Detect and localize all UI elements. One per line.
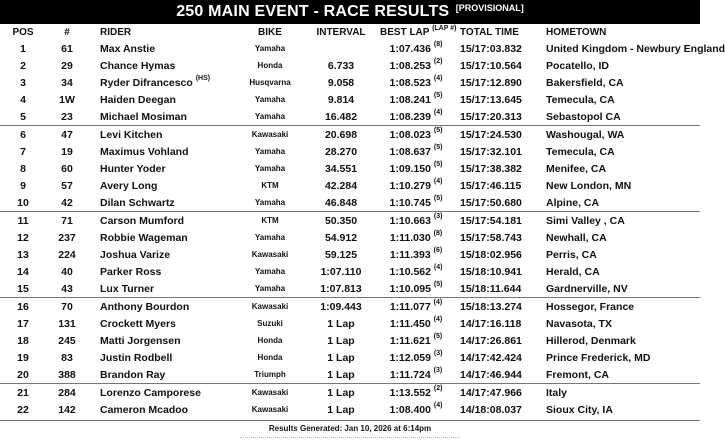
interval: 1 Lap [327,334,355,347]
rider-name: Justin Rodbell [100,351,173,364]
best-lap-number: (5) [433,333,443,340]
position: 6 [20,128,26,141]
rider-cell [88,163,238,175]
best-lap-cell [380,146,452,158]
header-number: # [64,27,70,38]
rider-name: Hunter Yoder [100,162,166,175]
interval: 1:07.110 [320,265,362,278]
best-lap: 1:11.393 [389,248,431,261]
total-time: 15/17:38.382 [460,162,522,175]
total-time: 15/17:03.832 [460,42,522,55]
header-total-time: TOTAL TIME [460,27,519,38]
bike: Kawasaki [251,130,289,139]
best-lap-cell [380,249,452,261]
rider-number: 83 [61,351,73,364]
bike: Yamaha [254,198,286,207]
hometown: Navasota, TX [546,317,612,330]
rider-number: 131 [58,317,76,330]
title-bar [0,0,700,24]
table-row [0,40,725,57]
total-time: 15/17:13.645 [460,93,522,106]
table-row [0,108,700,125]
results-generated: Results Generated: Jan 10, 2026 at 6:14pm [268,424,432,433]
interval: 1 Lap [327,403,355,416]
hometown: Hossegor, France [546,300,635,313]
best-lap: 1:07.436 [389,42,431,55]
total-time: 14/17:47.966 [460,386,522,399]
rider-cell [88,352,238,364]
total-time: 15/17:32.101 [460,145,522,158]
total-time: 15/17:58.743 [460,231,522,244]
best-lap-number: (5) [433,144,443,151]
rider-name: Chance Hymas [100,59,176,72]
total-time: 14/17:42.424 [460,351,522,364]
bike: Yamaha [254,267,286,276]
rider-tag: (HS) [195,75,211,82]
rider-name: Ryder Difrancesco [100,76,193,89]
rider-name: Parker Ross [100,265,162,278]
rider-cell [88,129,238,141]
position: 13 [17,248,29,261]
hometown: Perris, CA [546,248,597,261]
hometown: Simi Valley , CA [546,214,625,227]
interval: 20.698 [324,128,358,141]
hometown: Sioux City, IA [546,403,613,416]
rider-number: 29 [61,59,73,72]
best-lap-cell [380,215,452,227]
hometown: Gardnerville, NV [546,282,628,295]
best-lap: 1:12.059 [389,351,431,364]
rider-name: Carson Mumford [100,214,184,227]
rider-name: Anthony Bourdon [100,300,190,313]
table-row [0,246,700,263]
header-lap-number: (LAP #) [432,24,457,32]
bike: Kawasaki [251,302,289,311]
rider-cell [88,43,238,55]
position: 22 [17,403,29,416]
rider-name: Joshua Varize [100,248,171,261]
rider-cell [88,387,238,399]
rider-name: Crockett Myers [100,317,176,330]
bike: Kawasaki [251,250,289,259]
best-lap-number: (5) [433,127,443,134]
header-best-lap [380,24,457,38]
bike: Honda [257,61,283,70]
results-table [0,40,725,418]
interval: 1:09.443 [320,300,362,313]
rider-cell [88,197,238,209]
best-lap-cell [380,197,452,209]
position: 21 [17,386,29,399]
interval: 34.551 [324,162,358,175]
rider-name: Lux Turner [100,282,155,295]
best-lap-number: (4) [433,299,443,306]
hometown: Pocatello, ID [546,59,610,72]
hometown: Hillerod, Denmark [546,334,636,347]
rider-number: 61 [61,42,73,55]
table-row [0,229,700,246]
rider-name: Levi Kitchen [100,128,163,141]
best-lap: 1:11.724 [389,368,431,381]
hometown: Prince Frederick, MD [546,351,651,364]
hometown: Sebastopol CA [546,110,621,123]
table-row [0,315,700,332]
footer-divider [240,437,460,444]
rider-cell [88,215,238,227]
position: 1 [20,42,26,55]
hometown: United Kingdom - Newbury England [546,42,725,55]
position: 5 [20,110,26,123]
bike: Yamaha [254,284,286,293]
hometown: Newhall, CA [546,231,607,244]
best-lap-cell [380,266,452,278]
hometown: Menifee, CA [546,162,607,175]
interval: 9.814 [327,93,355,106]
bike: Yamaha [254,44,286,53]
rider-name: Haiden Deegan [100,93,176,106]
best-lap-number: (4) [433,402,443,409]
best-lap-number: (8) [433,41,443,48]
rider-number: 34 [61,76,73,89]
bike: KTM [261,181,279,190]
best-lap-number: (6) [433,247,443,254]
best-lap-number: (5) [433,92,443,99]
position: 16 [17,300,29,313]
table-row [0,160,700,177]
total-time: 15/17:12.890 [460,76,522,89]
page-title: 250 MAIN EVENT - RACE RESULTS [176,3,450,20]
rider-number: 71 [61,214,73,227]
bike: Kawasaki [251,388,289,397]
position: 7 [20,145,26,158]
interval: 16.482 [324,110,358,123]
interval: 6.733 [327,59,355,72]
best-lap: 1:08.241 [389,93,431,106]
rider-cell [88,369,238,381]
rider-name: Michael Mosiman [100,110,187,123]
bike: Yamaha [254,147,286,156]
hometown: New London, MN [546,179,632,192]
rider-number: 142 [58,403,76,416]
total-time: 15/18:02.956 [460,248,522,261]
position: 9 [20,179,26,192]
header-hometown: HOMETOWN [546,27,607,38]
best-lap-cell [380,301,452,313]
rider-name: Brandon Ray [100,368,166,381]
bike: KTM [261,216,279,225]
hometown: Bakersfield, CA [546,76,624,89]
best-lap: 1:11.077 [389,300,431,313]
rider-cell [88,301,238,313]
best-lap-cell [380,77,452,89]
bike: Husqvarna [249,78,291,87]
rider-cell [88,111,238,123]
best-lap: 1:11.450 [389,317,431,330]
best-lap-number: (4) [433,109,443,116]
rider-number: 245 [58,334,76,347]
rider-cell [88,335,238,347]
best-lap-cell [380,232,452,244]
hometown: Italy [546,386,568,399]
best-lap: 1:08.400 [389,403,431,416]
best-lap-number: (4) [433,316,443,323]
position: 3 [20,76,26,89]
total-time: 15/18:10.941 [460,265,522,278]
total-time: 15/17:20.313 [460,110,522,123]
best-lap-number: (3) [433,367,443,374]
best-lap: 1:11.621 [389,334,431,347]
best-lap-cell [380,352,452,364]
hometown: Alpine, CA [546,196,600,209]
rider-cell [88,94,238,106]
interval: 1 Lap [327,351,355,364]
header-best-lap-label: BEST LAP [380,27,430,38]
best-lap-cell [380,335,452,347]
table-row [0,349,700,366]
best-lap-number: (4) [433,178,443,185]
bike: Suzuki [257,319,283,328]
rider-number: 237 [58,231,76,244]
best-lap: 1:08.253 [389,59,431,72]
position: 15 [17,282,29,295]
provisional-badge: [PROVISIONAL] [455,3,524,13]
position: 19 [17,351,29,364]
rider-number: 43 [61,282,73,295]
best-lap-cell [380,283,452,295]
table-row [0,57,700,74]
best-lap-cell [380,404,452,416]
table-row [0,401,700,418]
total-time: 15/17:46.115 [460,179,522,192]
bike: Yamaha [254,95,286,104]
rider-number: 47 [61,128,73,141]
table-row [0,74,700,91]
interval: 1:07.813 [320,282,362,295]
position: 18 [17,334,29,347]
table-row [0,297,700,315]
hometown: Fremont, CA [546,368,609,381]
rider-name: Cameron Mcadoo [100,403,189,416]
table-row [0,125,700,143]
best-lap: 1:10.279 [389,179,431,192]
rider-cell [88,266,238,278]
best-lap-cell [380,111,452,123]
rider-number: 42 [61,196,73,209]
total-time: 14/17:26.861 [460,334,522,347]
total-time: 15/17:54.181 [460,214,522,227]
best-lap-number: (8) [433,230,443,237]
best-lap-number: (4) [433,75,443,82]
header-interval: INTERVAL [316,27,366,38]
best-lap-number: (4) [433,264,443,271]
header-rider: RIDER [100,27,132,38]
best-lap-number: (2) [433,385,443,392]
best-lap: 1:09.150 [389,162,431,175]
rider-number: 60 [61,162,73,175]
best-lap: 1:10.095 [389,282,431,295]
position: 20 [17,368,29,381]
rider-name: Avery Long [100,179,158,192]
rider-cell [88,60,238,72]
position: 17 [17,317,29,330]
position: 8 [20,162,26,175]
best-lap-cell [380,180,452,192]
table-row [0,177,700,194]
rider-number: 284 [58,386,76,399]
bike: Yamaha [254,233,286,242]
rider-name: Dilan Schwartz [100,196,175,209]
rider-number: 224 [58,248,76,261]
interval: 9.058 [327,76,355,89]
rider-name: Maximus Vohland [100,145,189,158]
best-lap-number: (3) [433,213,443,220]
best-lap-cell [380,318,452,330]
total-time: 15/17:50.680 [460,196,522,209]
interval: 42.284 [324,179,358,192]
table-row [0,143,700,160]
table-row [0,194,700,211]
rider-name: Max Anstie [100,42,156,55]
rider-cell [88,180,238,192]
interval: 1 Lap [327,368,355,381]
table-row [0,263,700,280]
best-lap-cell [380,129,452,141]
rider-cell [88,232,238,244]
total-time: 14/18:08.037 [460,403,522,416]
interval: 28.270 [324,145,358,158]
rider-number: 23 [61,110,73,123]
table-row [0,91,700,108]
position: 4 [20,93,26,106]
table-row [0,211,700,229]
total-time: 15/17:24.530 [460,128,522,141]
hometown: Temecula, CA [546,145,615,158]
footer [0,420,700,444]
rider-number: 19 [61,145,73,158]
rider-name: Matti Jorgensen [100,334,181,347]
rider-name: Robbie Wageman [100,231,188,244]
rider-number: 57 [61,179,73,192]
interval: 50.350 [324,214,358,227]
interval: 59.125 [324,248,358,261]
best-lap: 1:10.745 [389,196,431,209]
bike: Triumph [254,370,286,379]
column-headers [0,25,700,40]
best-lap: 1:08.239 [389,110,431,123]
hometown: Washougal, WA [546,128,625,141]
header-pos: POS [12,27,34,38]
position: 12 [17,231,29,244]
rider-cell [88,77,238,89]
rider-cell [88,249,238,261]
interval: 1 Lap [327,317,355,330]
interval: 46.848 [324,196,358,209]
interval: 54.912 [324,231,358,244]
total-time: 14/17:46.944 [460,368,522,381]
bike: Honda [257,336,283,345]
best-lap: 1:11.030 [389,231,431,244]
hometown: Herald, CA [546,265,600,278]
bike: Kawasaki [251,405,289,414]
bike: Yamaha [254,164,286,173]
rider-name: Lorenzo Camporese [100,386,201,399]
best-lap-number: (5) [433,195,443,202]
bike: Honda [257,353,283,362]
total-time: 15/17:10.564 [460,59,522,72]
best-lap-number: (3) [433,350,443,357]
best-lap-cell [380,43,452,55]
best-lap: 1:10.562 [389,265,431,278]
total-time: 14/17:16.118 [460,317,522,330]
table-row [0,383,700,401]
rider-number: 70 [61,300,73,313]
position: 10 [17,196,29,209]
best-lap: 1:10.663 [389,214,431,227]
best-lap-cell [380,94,452,106]
rider-cell [88,146,238,158]
best-lap-number: (5) [433,161,443,168]
best-lap-number: (5) [433,281,443,288]
position: 2 [20,59,26,72]
best-lap-cell [380,387,452,399]
bike: Yamaha [254,112,286,121]
rider-number: 388 [58,368,76,381]
best-lap-number: (2) [433,58,443,65]
total-time: 15/18:11.644 [460,282,522,295]
rider-number: 40 [61,265,73,278]
rider-number: 1W [59,93,75,106]
table-row [0,332,700,349]
best-lap: 1:08.637 [389,145,431,158]
rider-cell [88,283,238,295]
best-lap: 1:13.552 [389,386,431,399]
hometown: Temecula, CA [546,93,615,106]
interval: 1 Lap [327,386,355,399]
table-row [0,280,700,297]
total-time: 15/18:13.274 [460,300,522,313]
best-lap: 1:08.023 [389,128,431,141]
best-lap-cell [380,369,452,381]
position: 11 [17,214,29,227]
position: 14 [17,265,29,278]
best-lap-cell [380,163,452,175]
rider-cell [88,318,238,330]
table-row [0,366,700,383]
header-bike: BIKE [258,27,282,38]
rider-cell [88,404,238,416]
best-lap-cell [380,60,452,72]
best-lap: 1:08.523 [389,76,431,89]
